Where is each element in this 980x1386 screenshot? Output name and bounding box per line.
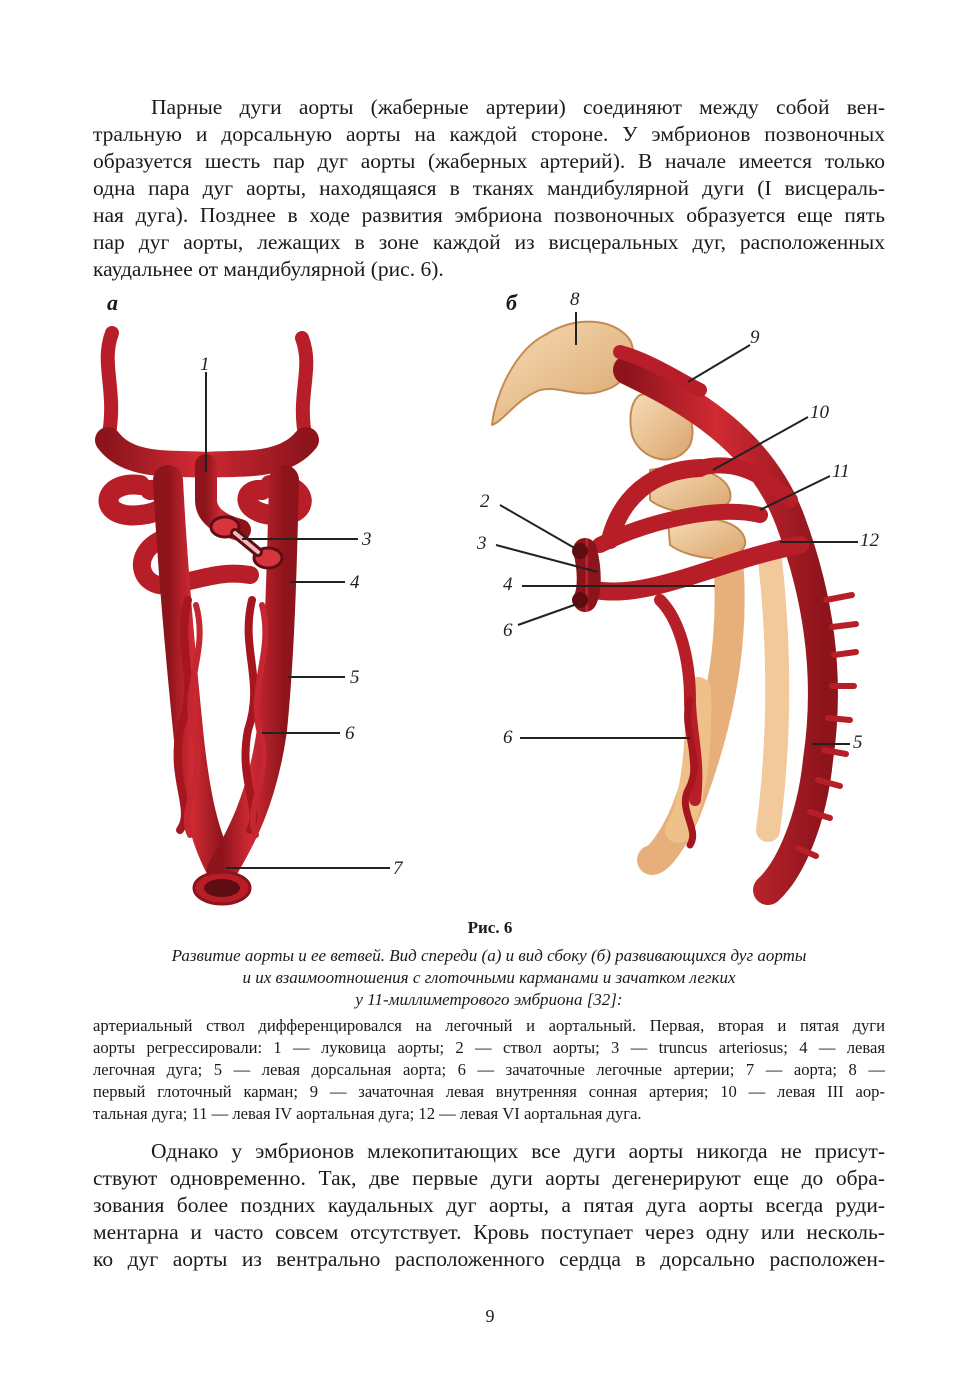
caption-italic-line: Развитие аорты и ее ветвей. Вид спереди (а) и вид сбоку (б) развивающихся дуг аорты xyxy=(171,946,807,965)
panel-a-letter: а xyxy=(107,290,118,315)
label-b-9: 9 xyxy=(750,327,760,348)
label-b-11: 11 xyxy=(832,461,850,482)
caption-italic-line: у 11-миллиметрового эмбриона [32]: xyxy=(355,990,623,1009)
label-b-4: 4 xyxy=(503,574,513,595)
caption-body-line: артериальный ствол дифференцировался на легочный и аортальный. Первая, вторая и пятая дуги xyxy=(93,1016,885,1035)
panel-b-letter: б xyxy=(506,290,517,315)
label-b-3: 3 xyxy=(477,533,487,554)
label-b-6a: 6 xyxy=(503,620,513,641)
text-line: каудальнее от мандибулярной (рис. 6). xyxy=(93,257,444,281)
text-line: ко дуг аорты из вентрально расположенного сердца в дорсально расположен- xyxy=(93,1247,885,1271)
caption-italic-line: и их взаимоотношения с глоточными карманами и зачатком легких xyxy=(242,968,736,987)
caption-body-line: легочная дуга; 5 — левая дорсальная аорта; 6 — зачаточные легочные артерии; 7 — аорта; 8 — xyxy=(93,1060,885,1079)
label-b-10: 10 xyxy=(810,402,829,423)
text-line: ствуют одновременно. Так, две первые дуги аорты дегенерируют еще до обра- xyxy=(93,1166,885,1190)
label-a-5: 5 xyxy=(350,667,360,688)
figure-caption-italic xyxy=(93,945,885,1011)
label-b-2: 2 xyxy=(480,491,490,512)
figure-caption-body xyxy=(93,1015,885,1125)
panel-b-drawing xyxy=(492,322,856,890)
label-a-4: 4 xyxy=(350,572,360,593)
label-b-8: 8 xyxy=(570,289,580,310)
paragraph-continued xyxy=(93,1138,885,1273)
figure-title: Рис. 6 xyxy=(467,918,513,937)
label-a-3: 3 xyxy=(362,529,372,550)
text-line: Парные дуги аорты (жаберные артерии) соединяют между собой вен- xyxy=(151,95,885,119)
text-line: одна пара дуг аорты, находящаяся в тканях мандибулярной дуги (I висцераль- xyxy=(93,176,885,200)
label-a-1: 1 xyxy=(200,354,210,375)
caption-body-line: аорты регрессировали: 1 — луковица аорты; 2 — ствол аорты; 3 — truncus arteriosus; 4 — левая xyxy=(93,1038,885,1057)
text-line: пар дуг аорты, лежащих в зоне каждой из висцеральных дуг, расположенных xyxy=(93,230,885,254)
text-line: тральную и дорсальную аорты на каждой стороне. У эмбрионов позвоночных xyxy=(93,122,885,146)
label-b-6b: 6 xyxy=(503,727,513,748)
label-b-5: 5 xyxy=(853,732,863,753)
text-line: зования более поздних каудальных дуг аорты, а пятая дуга аорты всегда руди- xyxy=(93,1193,885,1217)
text-line: ментарна и часто совсем отсутствует. Кровь поступает через одну или несколь- xyxy=(93,1220,885,1244)
label-a-6: 6 xyxy=(345,723,355,744)
caption-body-line: тальная дуга; 11 — левая IV аортальная дуга; 12 — левая VI аортальная дуга. xyxy=(93,1104,642,1123)
label-b-12: 12 xyxy=(860,530,879,551)
caption-body-line: первый глоточный карман; 9 — зачаточная левая внутренняя сонная артерия; 10 — левая III аор- xyxy=(93,1082,885,1101)
text-line: образуется шесть пар дуг аорты (жаберных артерий). В начале имеется только xyxy=(93,149,885,173)
text-line: Однако у эмбрионов млекопитающих все дуги аорты никогда не присут- xyxy=(151,1139,885,1163)
label-a-7: 7 xyxy=(393,858,403,879)
text-line: ная дуга). Позднее в ходе развития эмбриона позвоночных образуется еще пять xyxy=(93,203,885,227)
page-number: 9 xyxy=(485,1306,495,1326)
